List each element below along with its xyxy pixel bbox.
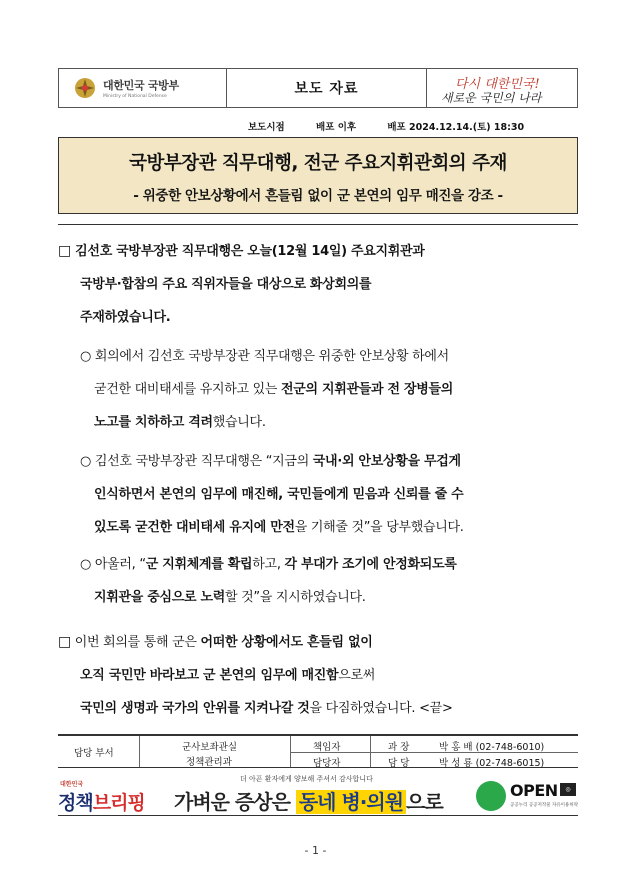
- contact-table: [58, 734, 578, 768]
- slogan: [427, 69, 577, 107]
- role-staff: 담당자: [313, 758, 341, 769]
- policy-briefing-logo: 정책브리핑: [58, 792, 145, 814]
- main-title: 국방부장관 직무대행, 전군 주요지휘관회의 주재: [129, 153, 507, 174]
- divider: [58, 224, 578, 225]
- open-circle-icon: [476, 781, 506, 811]
- policy-briefing-brand-small: 대한민국: [60, 781, 84, 788]
- ministry-emblem-icon: [73, 76, 97, 100]
- open-sub-text: 공공누리 공공저작물 자유이용허락: [510, 803, 579, 808]
- section-2-line-2: 오직 국민만 바라보고 군 본연의 임무에 매진함으로써: [80, 668, 376, 683]
- bullet-1-line-1: ○ 회의에서 김선호 국방부장관 직무대행은 위중한 안보상황 하에서: [80, 349, 449, 364]
- bullet-2-line-2: 인식하면서 본연의 임무에 매진해, 국민들에게 믿음과 신뢰를 줄 수: [94, 487, 464, 502]
- contact-chief: 박 홍 배 (02-748-6010): [439, 742, 545, 753]
- doc-type-title: 보도 자료: [227, 69, 427, 107]
- dept-name-1: 군사보좌관실: [182, 742, 238, 753]
- document-header: [58, 68, 578, 108]
- bullet-1-line-3: 노고를 치하하고 격려했습니다.: [94, 415, 266, 430]
- embargo-line: [248, 119, 524, 133]
- footer-divider: [58, 815, 578, 816]
- footer-banner: [58, 772, 578, 816]
- contact-staff: 박 성 룡 (02-748-6015): [439, 758, 545, 769]
- slogan-line-1: 다시 대한민국!: [455, 77, 540, 92]
- section-2-line-3: 국민의 생명과 국가의 안위를 지켜나갈 것을 다짐하였습니다. <끝>: [80, 701, 453, 716]
- bullet-2-line-3: 있도록 굳건한 대비태세 유지에 만전을 기해줄 것”을 당부했습니다.: [94, 520, 464, 535]
- section-1-line-2: 국방부·합참의 주요 직위자들을 대상으로 화상회의를: [80, 277, 372, 292]
- ministry-name-kr: 대한민국 국방부: [103, 79, 179, 92]
- title-box: [58, 137, 578, 214]
- release-datetime: 배포 2024.12.14.(토) 18:30: [387, 122, 525, 133]
- circle-bullet-icon: ○: [80, 454, 92, 469]
- bullet-1-line-2: 굳건한 대비태세를 유지하고 있는 전군의 지휘관들과 전 장병들의: [94, 382, 453, 397]
- kogl-open-license: [476, 780, 580, 810]
- section-2-line-1: □ 이번 회의를 통해 군은 어떠한 상황에서도 흔들림 없이: [58, 634, 373, 650]
- bullet-3-line-1: ○ 아울러, “군 지휘체계를 확립하고, 각 부대가 조기에 안정화되도록: [80, 557, 457, 572]
- license-type-icon: ◎: [560, 783, 576, 796]
- dept-name-2: 정책관리과: [186, 757, 232, 768]
- bullet-3-line-2: 지휘관을 중심으로 노력할 것”을 지시하였습니다.: [94, 590, 366, 605]
- ad-small-text: 더 아픈 환자에게 양보해 주셔서 감사합니다: [240, 775, 373, 783]
- square-bullet-icon: □: [58, 243, 71, 259]
- square-bullet-icon: □: [58, 634, 71, 650]
- ministry-logo: [59, 69, 227, 107]
- rank-staff: 담 당: [388, 758, 410, 769]
- open-label: OPEN: [510, 781, 558, 800]
- circle-bullet-icon: ○: [80, 349, 92, 364]
- section-1-line-3: 주재하였습니다.: [80, 310, 171, 325]
- page-number: - 1 -: [304, 844, 327, 857]
- embargo-label: 보도시점: [248, 122, 285, 133]
- embargo-value: 배포 이후: [316, 122, 357, 133]
- circle-bullet-icon: ○: [80, 557, 92, 572]
- section-1-line-1: □ 김선호 국방부장관 직무대행은 오늘(12월 14일) 주요지휘관과: [58, 243, 425, 259]
- bullet-2-line-1: ○ 김선호 국방부장관 직무대행은 “지금의 국내·외 안보상황을 무겁게: [80, 454, 461, 469]
- dept-label: 담당 부서: [74, 748, 114, 759]
- ministry-name-en: Ministry of National Defense: [103, 94, 167, 99]
- rank-chief: 과 장: [388, 742, 410, 753]
- ad-headline: 가벼운 증상은 동네 병·의원 으로: [174, 790, 443, 814]
- slogan-line-2: 새로운 국민의 나라: [441, 91, 542, 105]
- sub-title: - 위중한 안보상황에서 흔들림 없이 군 본연의 임무 매진을 강조 -: [133, 188, 503, 204]
- role-chief: 책임자: [313, 742, 341, 753]
